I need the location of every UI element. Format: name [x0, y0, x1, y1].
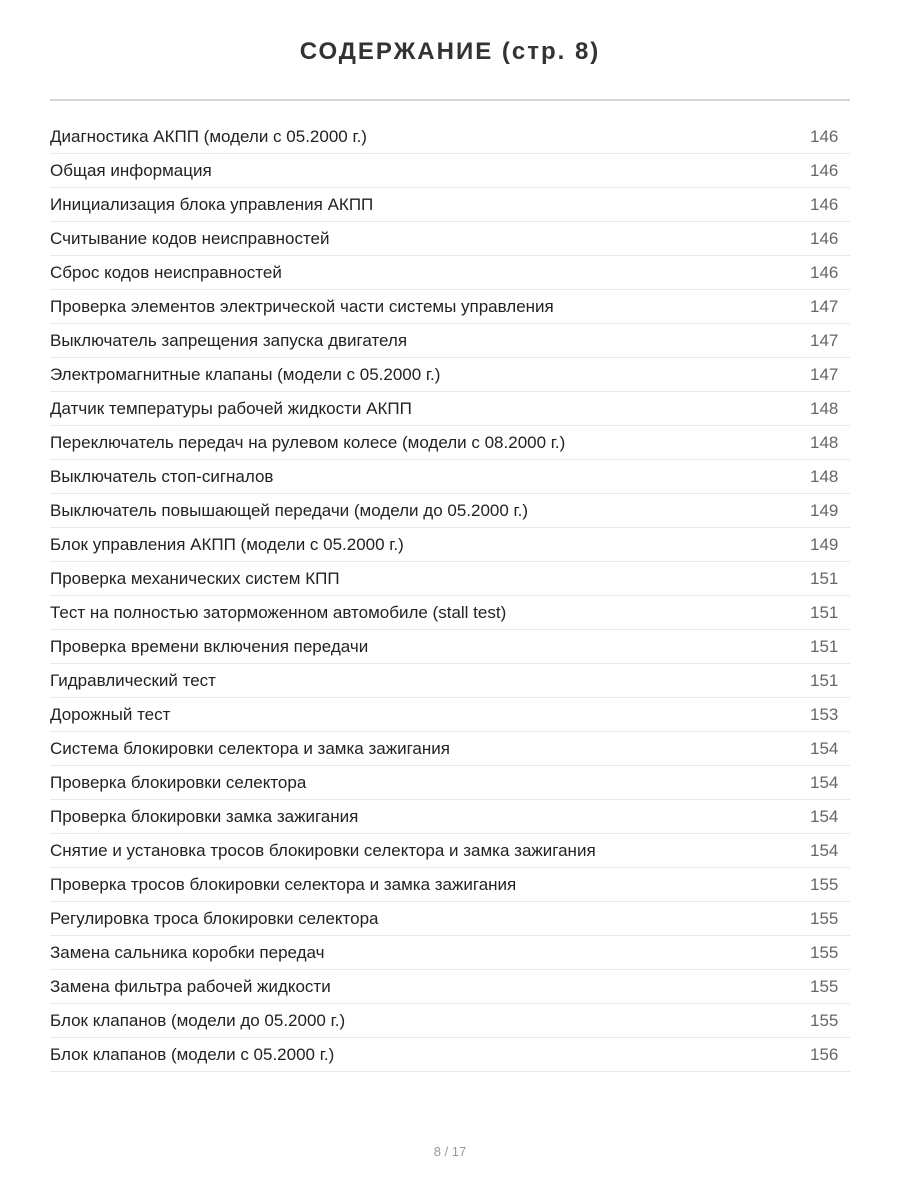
toc-entry-label: Блок клапанов (модели до 05.2000 г.) [50, 1010, 346, 1030]
toc-entry-page: 149 [810, 500, 839, 520]
toc-entry-page: 156 [810, 1044, 839, 1064]
toc-entry[interactable] [50, 562, 850, 596]
toc-entry-label: Датчик температуры рабочей жидкости АКПП [50, 398, 412, 418]
toc-entry-label: Блок клапанов (модели с 05.2000 г.) [50, 1044, 335, 1064]
toc-entry-label: Электромагнитные клапаны (модели с 05.2000 г.) [50, 364, 441, 384]
toc-entry-label: Дорожный тест [50, 704, 171, 724]
toc-entry-label: Считывание кодов неисправностей [50, 228, 330, 248]
toc-entry[interactable] [50, 528, 850, 562]
toc-entry-page: 154 [810, 738, 839, 758]
toc-entry[interactable] [50, 188, 850, 222]
toc-entry-label: Снятие и установка тросов блокировки селектора и замка зажигания [50, 840, 596, 860]
toc-entry[interactable] [50, 834, 850, 868]
toc-entry-label: Проверка механических систем КПП [50, 568, 340, 588]
toc-entry[interactable] [50, 290, 850, 324]
toc-entry-page: 151 [810, 636, 839, 656]
toc-entry-label: Проверка блокировки замка зажигания [50, 806, 359, 826]
toc-entry[interactable] [50, 358, 850, 392]
toc-entry[interactable] [50, 392, 850, 426]
toc-entry-page: 151 [810, 568, 839, 588]
toc-entry[interactable] [50, 494, 850, 528]
toc-entry-page: 154 [810, 840, 839, 860]
toc-entry-label: Проверка времени включения передачи [50, 636, 369, 656]
toc-list [50, 120, 850, 1072]
toc-entry-page: 146 [810, 228, 839, 248]
toc-entry-label: Выключатель запрещения запуска двигателя [50, 330, 408, 350]
toc-entry-page: 146 [810, 160, 839, 180]
toc-entry-label: Выключатель стоп-сигналов [50, 466, 274, 486]
toc-entry-page: 155 [810, 908, 839, 928]
toc-entry-page: 151 [810, 602, 839, 622]
toc-entry-page: 154 [810, 806, 839, 826]
toc-entry-label: Диагностика АКПП (модели с 05.2000 г.) [50, 126, 367, 146]
toc-entry[interactable] [50, 698, 850, 732]
page-title: СОДЕРЖАНИЕ (стр. 8) [299, 38, 601, 65]
toc-entry-page: 147 [810, 330, 839, 350]
toc-entry-page: 155 [810, 976, 839, 996]
title-divider [50, 99, 850, 101]
toc-entry-label: Блок управления АКПП (модели с 05.2000 г.) [50, 534, 404, 554]
toc-entry[interactable] [50, 970, 850, 1004]
toc-entry[interactable] [50, 120, 850, 154]
toc-entry[interactable] [50, 902, 850, 936]
toc-entry-label: Переключатель передач на рулевом колесе (модели с 08.2000 г.) [50, 432, 566, 452]
toc-entry[interactable] [50, 936, 850, 970]
toc-entry-label: Тест на полностью заторможенном автомобиле (stall test) [50, 602, 507, 622]
toc-entry[interactable] [50, 664, 850, 698]
toc-entry[interactable] [50, 1038, 850, 1072]
toc-entry-label: Инициализация блока управления АКПП [50, 194, 374, 214]
toc-entry-page: 147 [810, 296, 839, 316]
toc-entry[interactable] [50, 154, 850, 188]
toc-entry-label: Система блокировки селектора и замка зажигания [50, 738, 450, 758]
toc-entry-page: 148 [810, 432, 839, 452]
toc-entry[interactable] [50, 426, 850, 460]
toc-entry[interactable] [50, 630, 850, 664]
toc-entry[interactable] [50, 800, 850, 834]
toc-entry-page: 149 [810, 534, 839, 554]
toc-entry[interactable] [50, 766, 850, 800]
toc-entry[interactable] [50, 256, 850, 290]
toc-entry-page: 155 [810, 942, 839, 962]
toc-entry[interactable] [50, 596, 850, 630]
toc-entry-page: 146 [810, 194, 839, 214]
toc-entry-page: 154 [810, 772, 839, 792]
toc-entry-page: 151 [810, 670, 839, 690]
toc-entry-label: Регулировка троса блокировки селектора [50, 908, 379, 928]
toc-entry[interactable] [50, 324, 850, 358]
toc-entry-page: 146 [810, 262, 839, 282]
toc-entry-label: Замена сальника коробки передач [50, 942, 325, 962]
toc-entry-label: Выключатель повышающей передачи (модели до 05.2000 г.) [50, 500, 529, 520]
toc-entry-label: Проверка блокировки селектора [50, 772, 307, 792]
toc-entry[interactable] [50, 732, 850, 766]
toc-entry-page: 148 [810, 398, 839, 418]
toc-entry[interactable] [50, 222, 850, 256]
toc-entry-label: Проверка тросов блокировки селектора и замка зажигания [50, 874, 517, 894]
toc-entry-label: Замена фильтра рабочей жидкости [50, 976, 331, 996]
toc-entry-page: 146 [810, 126, 839, 146]
toc-entry[interactable] [50, 868, 850, 902]
toc-entry-page: 155 [810, 1010, 839, 1030]
toc-entry-page: 155 [810, 874, 839, 894]
toc-entry[interactable] [50, 460, 850, 494]
toc-entry-page: 148 [810, 466, 839, 486]
toc-entry[interactable] [50, 1004, 850, 1038]
toc-entry-label: Проверка элементов электрической части системы управления [50, 296, 554, 316]
toc-entry-page: 153 [810, 704, 839, 724]
toc-entry-page: 147 [810, 364, 839, 384]
toc-entry-label: Общая информация [50, 160, 212, 180]
toc-entry-label: Сброс кодов неисправностей [50, 262, 282, 282]
toc-entry-label: Гидравлический тест [50, 670, 216, 690]
page-number: 8 / 17 [433, 1144, 467, 1159]
